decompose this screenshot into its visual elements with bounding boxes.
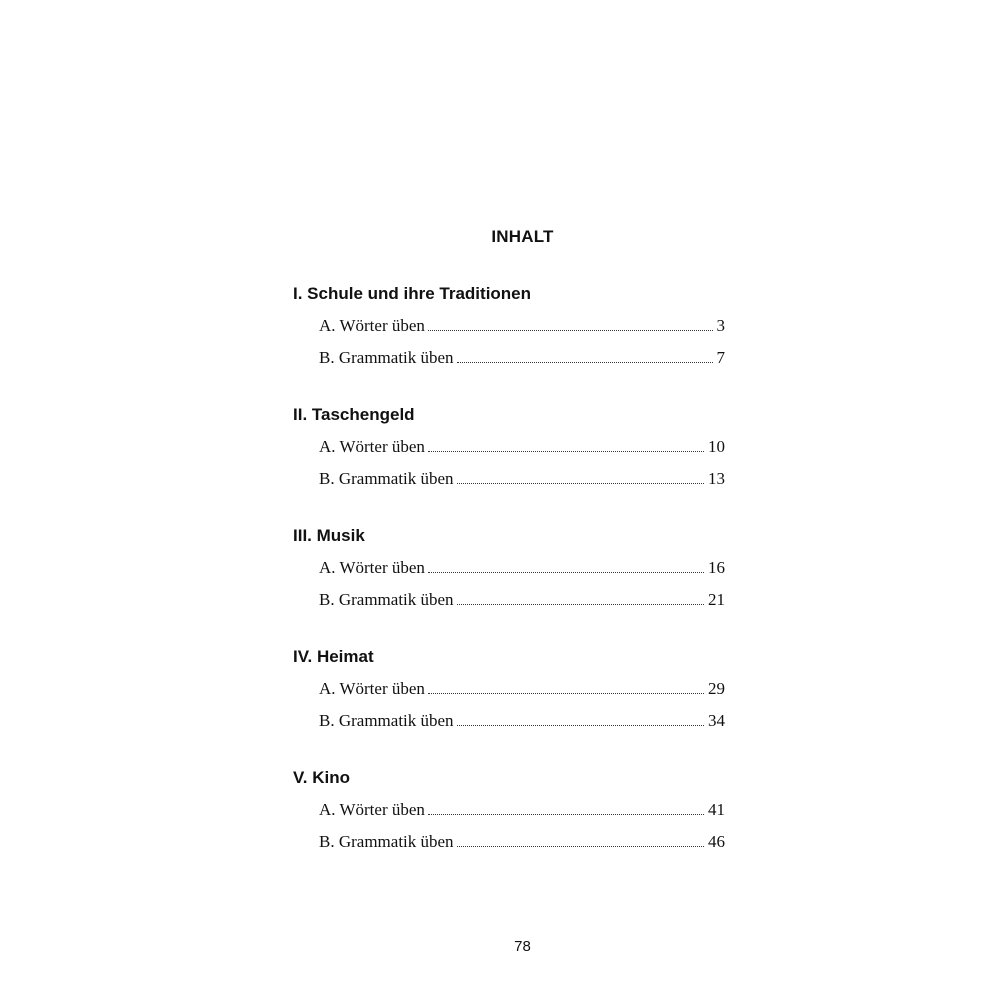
section-heading: I. Schule und ihre Traditionen (293, 284, 532, 303)
toc-entry[interactable] (319, 305, 725, 337)
dot-leader (457, 482, 704, 484)
toc-section (293, 283, 733, 369)
dot-leader (457, 845, 704, 847)
dot-leader (457, 603, 704, 605)
entry-page: 16 (708, 558, 725, 577)
dot-leader (428, 329, 713, 331)
toc-entry[interactable] (319, 426, 725, 458)
toc-section (293, 646, 733, 732)
section-heading: II. Taschengeld (293, 405, 415, 424)
entry-label: A. Wörter üben (319, 558, 425, 577)
dot-leader (428, 571, 704, 573)
entry-label: A. Wörter üben (319, 679, 425, 698)
section-heading: III. Musik (293, 526, 365, 545)
entry-page: 7 (716, 348, 725, 367)
entry-label: A. Wörter üben (319, 800, 425, 819)
entry-page: 46 (708, 832, 725, 851)
toc-entry[interactable] (319, 458, 725, 490)
dot-leader (457, 361, 713, 363)
toc-entry[interactable] (319, 547, 725, 579)
entry-label: B. Grammatik üben (319, 590, 454, 609)
toc-section (293, 767, 733, 853)
section-heading: IV. Heimat (293, 647, 374, 666)
dot-leader (428, 692, 704, 694)
section-heading: V. Kino (293, 768, 350, 787)
entry-page: 29 (708, 679, 725, 698)
entry-label: A. Wörter üben (319, 437, 425, 456)
toc-section (293, 404, 733, 490)
toc-section (293, 525, 733, 611)
toc-entry[interactable] (319, 668, 725, 700)
dot-leader (457, 724, 704, 726)
entry-label: B. Grammatik üben (319, 469, 454, 488)
page-number: 78 (514, 938, 531, 955)
toc-title: INHALT (491, 227, 554, 246)
entry-page: 13 (708, 469, 725, 488)
entry-page: 3 (716, 316, 725, 335)
entry-page: 10 (708, 437, 725, 456)
entry-label: B. Grammatik üben (319, 832, 454, 851)
toc-entry[interactable] (319, 700, 725, 732)
entry-page: 41 (708, 800, 725, 819)
entry-label: B. Grammatik üben (319, 348, 454, 367)
dot-leader (428, 813, 704, 815)
entry-label: A. Wörter üben (319, 316, 425, 335)
toc-entry[interactable] (319, 579, 725, 611)
toc-entry[interactable] (319, 821, 725, 853)
toc-entry[interactable] (319, 337, 725, 369)
entry-label: B. Grammatik üben (319, 711, 454, 730)
toc-entry[interactable] (319, 789, 725, 821)
dot-leader (428, 450, 704, 452)
entry-page: 34 (708, 711, 725, 730)
entry-page: 21 (708, 590, 725, 609)
